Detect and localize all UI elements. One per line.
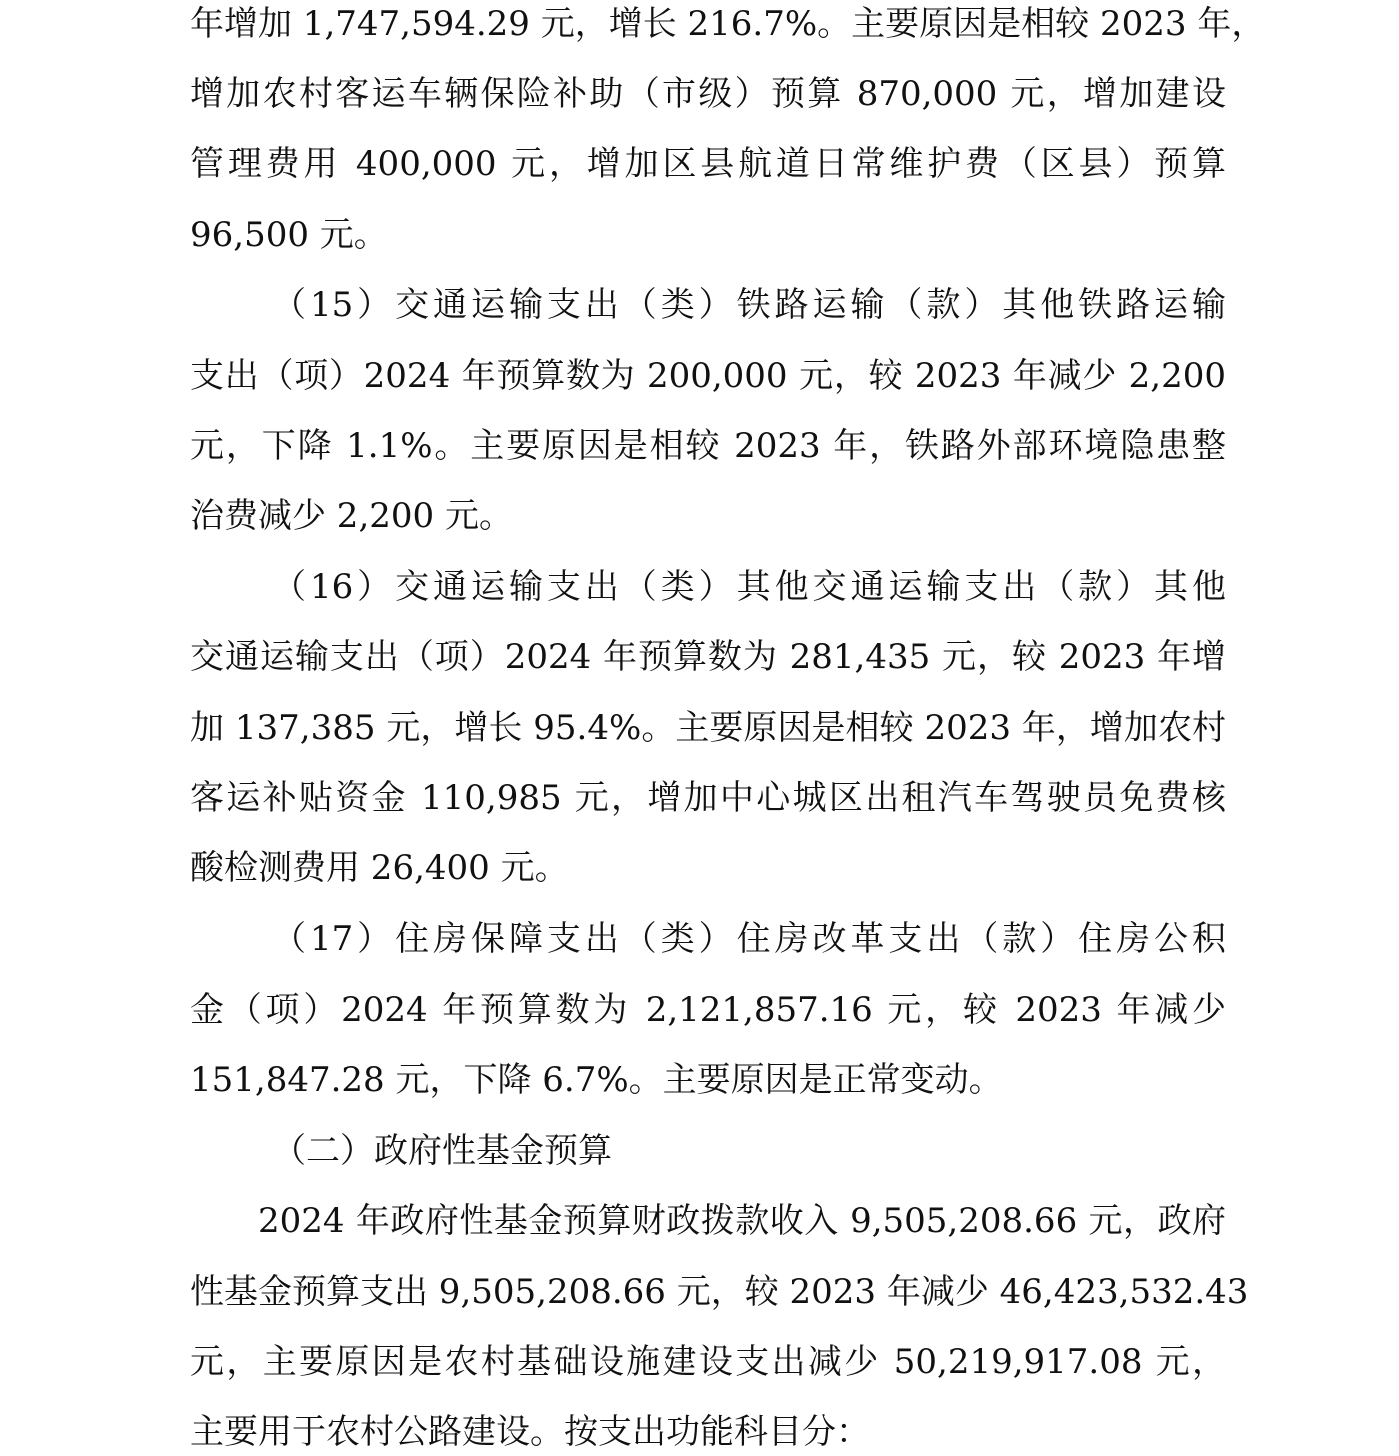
paragraph-first-line: （16）交通运输支出（类）其他交通运输支出（款）其他 [272, 567, 1226, 607]
text-line: 支出（项）2024 年预算数为 200,000 元，较 2023 年减少 2,200 [190, 356, 1226, 396]
text-line: 性基金预算支出 9,505,208.66 元，较 2023 年减少 46,423,532.43 [190, 1272, 1249, 1312]
text-line: 加 137,385 元，增长 95.4%。主要原因是相较 2023 年，增加农村 [190, 708, 1226, 748]
text-line: 151,847.28 元，下降 6.7%。主要原因是正常变动。 [190, 1060, 1003, 1100]
text-line: 年增加 1,747,594.29 元，增长 216.7%。主要原因是相较 2023 年， [190, 4, 1266, 44]
text-line: 管理费用 400,000 元，增加区县航道日常维护费（区县）预算 [190, 144, 1226, 184]
section-heading: （二）政府性基金预算 [272, 1131, 612, 1171]
text-line: 元，下降 1.1%。主要原因是相较 2023 年，铁路外部环境隐患整 [190, 426, 1226, 466]
text-line: 增加农村客运车辆保险补助（市级）预算 870,000 元，增加建设 [190, 74, 1226, 114]
paragraph-first-line: （17）住房保障支出（类）住房改革支出（款）住房公积 [272, 919, 1226, 959]
text-line: 交通运输支出（项）2024 年预算数为 281,435 元，较 2023 年增 [190, 637, 1226, 677]
text-line: 酸检测费用 26,400 元。 [190, 848, 569, 888]
text-line: 金（项）2024 年预算数为 2,121,857.16 元，较 2023 年减少 [190, 990, 1226, 1030]
text-line: 元，主要原因是农村基础设施建设支出减少 50,219,917.08 元， [190, 1342, 1226, 1382]
paragraph-first-line: （15）交通运输支出（类）铁路运输（款）其他铁路运输 [272, 285, 1226, 325]
paragraph-first-line: 2024 年政府性基金预算财政拨款收入 9,505,208.66 元，政府 [258, 1201, 1226, 1241]
text-line: 客运补贴资金 110,985 元，增加中心城区出租汽车驾驶员免费核 [190, 778, 1226, 818]
text-line: 96,500 元。 [190, 215, 388, 255]
text-line: 主要用于农村公路建设。按支出功能科目分： [190, 1412, 870, 1452]
text-line: 治费减少 2,200 元。 [190, 496, 513, 536]
